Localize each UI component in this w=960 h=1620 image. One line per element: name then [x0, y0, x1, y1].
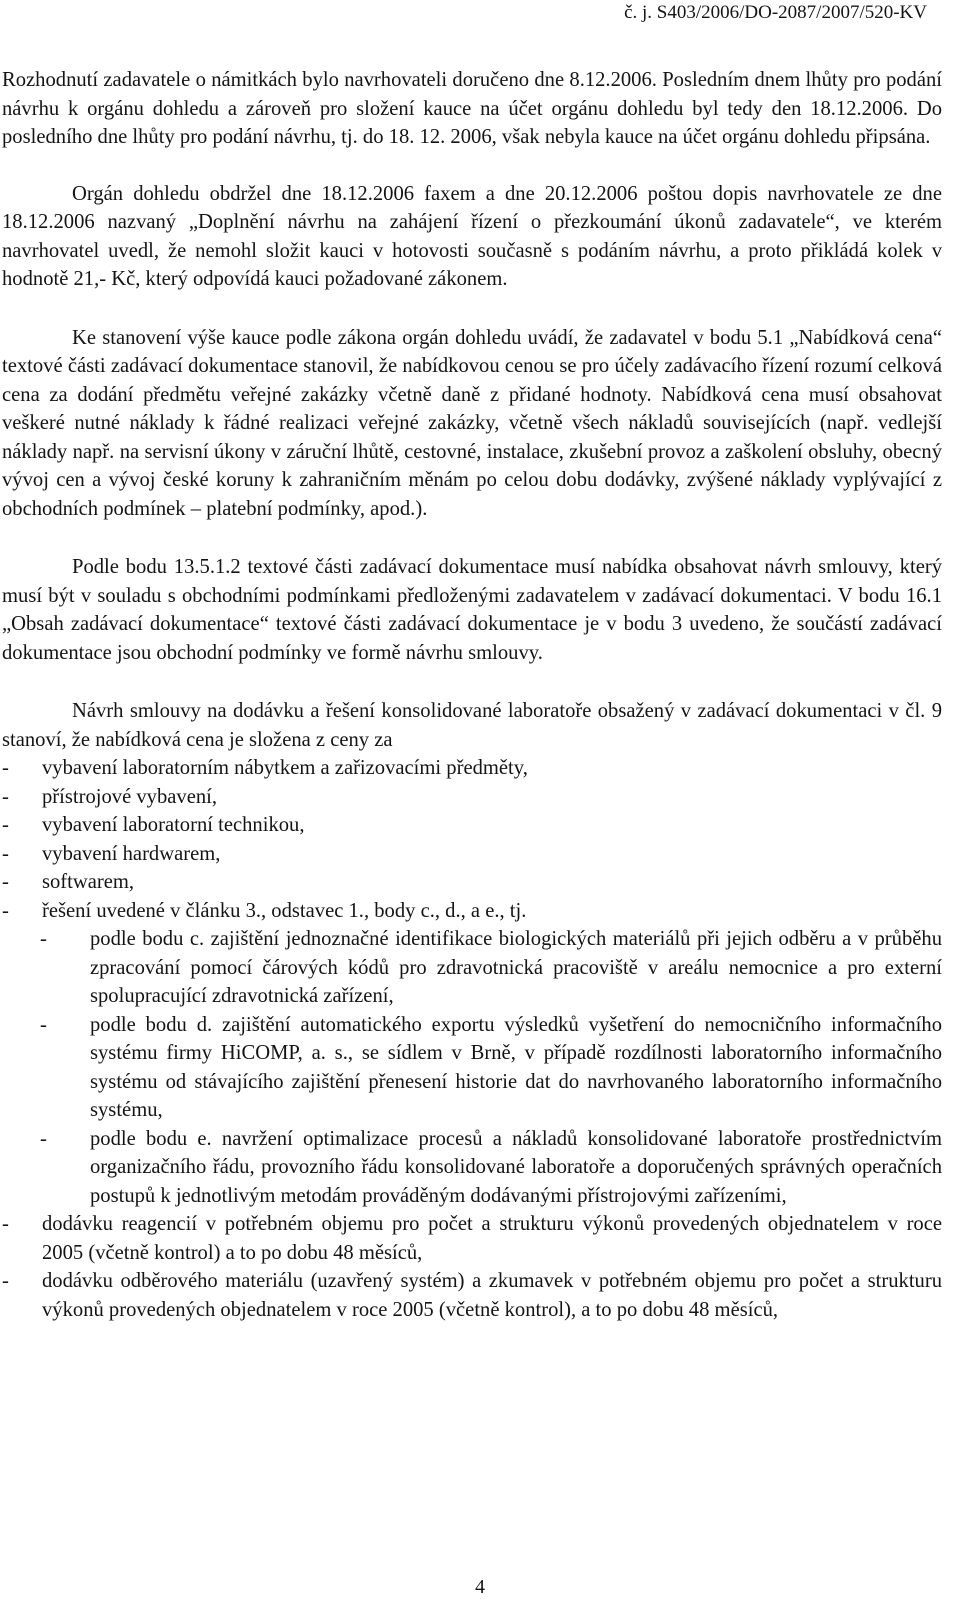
document-reference: č. j. S403/2006/DO-2087/2007/520-KV	[624, 2, 927, 23]
list-item: - přístrojové vybavení,	[2, 785, 218, 808]
list-item: - řešení uvedené v článku 3., odstavec 1., body c., d., a e., tj.	[2, 899, 527, 922]
price-component-list	[2, 754, 942, 1324]
list-item: - dodávku reagencií v potřebném objemu pro počet a strukturu výkonů provedených objednatelem v roce 2005 (včetně kontrol) a to po dobu 48 měsíců,	[2, 1213, 942, 1264]
list-item: - vybavení laboratorní technikou,	[2, 814, 305, 836]
paragraph-deposit-amount: Ke stanovení výše kauce podle zákona orgán dohledu uvádí, že zadavatel v bodu 5.1 „Nabídková cena“ textové části zadávací dokumentace stanovil, že nabídkovou cenou se pro účely zadávacího řízení rozumí celková cena za dodání předmětu veřejné zakázky včetně daně z přidané hodnoty. Nabídková cena musí obsahovat veškeré nutné náklady k řádné realizaci veřejné zakázky, včetně všech nákladů souvisejících (např. vedlejší náklady např. na servisní úkony v záruční lhůtě, cestovné, instalace, zkušební provoz a zaškolení obsluhy, obecný vývoj cen a vývoj české koruny k zahraničním měnám po celou dobu dodávky, zvýšené náklady vyplývající z obchodních podmínek – platební podmínky, apod.).	[2, 326, 942, 520]
sub-list-item: - podle bodu d. zajištění automatického exportu výsledků vyšetření do nemocničního informačního systému firmy HiCOMP, a. s., se sídlem v Brně, v případě rozdílnosti laboratorního informačního systému od stávajícího zajištění přenesení historie dat do navrhovaného laboratorního informačního systému,	[40, 1013, 942, 1121]
list-item: - softwarem,	[2, 871, 135, 893]
paragraph-contract-draft: Podle bodu 13.5.1.2 textové části zadávací dokumentace musí nabídka obsahovat návrh smlouvy, který musí být v souladu s obchodními podmínkami předloženými zadavatelem v zadávací dokumentaci. V bodu 16.1 „Obsah zadávací dokumentace“ textové části zadávací dokumentace je v bodu 3 uvedeno, že součástí zadávací dokumentace jsou obchodní podmínky ve formě návrhu smlouvy.	[2, 556, 942, 664]
page-number: 4	[475, 1576, 485, 1598]
list-item: - vybavení laboratorním nábytkem a zařizovacími předměty,	[2, 757, 528, 779]
paragraph-price-composition: Návrh smlouvy na dodávku a řešení konsolidované laboratoře obsažený v zadávací dokumentaci v čl. 9 stanoví, že nabídková cena je složena z ceny za	[2, 700, 942, 751]
sub-list-item: - podle bodu c. zajištění jednoznačné identifikace biologických materiálů při jejich odběru a v průběhu zpracování pomocí čárových kódů pro zdravotnická pracoviště v areálu nemocnice a pro externí spolupracující zdravotnická zařízení,	[40, 928, 942, 1007]
document-body	[2, 66, 942, 1324]
sub-list-item: - podle bodu e. navržení optimalizace procesů a nákladů konsolidované laboratoře prostřednictvím organizačního řádu, provozního řádu konsolidované laboratoře a doporučených správných operačních postupů k jednotlivým metodám prováděným dodávanými přístrojovými zařízeními,	[40, 1127, 942, 1207]
list-item: - dodávku odběrového materiálu (uzavřený systém) a zkumavek v potřebném objemu pro počet a strukturu výkonů provedených objednatelem v roce 2005 (včetně kontrol), a to po dobu 48 měsíců,	[2, 1270, 942, 1321]
paragraph-supplement: Orgán dohledu obdržel dne 18.12.2006 faxem a dne 20.12.2006 poštou dopis navrhovatele ze dne 18.12.2006 nazvaný „Doplnění návrhu na zahájení řízení o přezkoumání úkonů zadavatele“, ve kterém navrhovatel uvedl, že nemohl složit kauci v hotovosti současně s podáním návrhu, a proto přikládá kolek v hodnotě 21,- Kč, který odpovídá kauci požadované zákonem.	[2, 182, 942, 290]
paragraph-objection-delivery: Rozhodnutí zadavatele o námitkách bylo navrhovateli doručeno dne 8.12.2006. Posledním dnem lhůty pro podání návrhu k orgánu dohledu a zároveň pro složení kauce na účet orgánu dohledu byl tedy den 18.12.2006. Do posledního dne lhůty pro podání návrhu, tj. do 18. 12. 2006, však nebyla kauce na účet orgánu dohledu připsána.	[2, 69, 942, 148]
list-item: - vybavení hardwarem,	[2, 842, 221, 865]
